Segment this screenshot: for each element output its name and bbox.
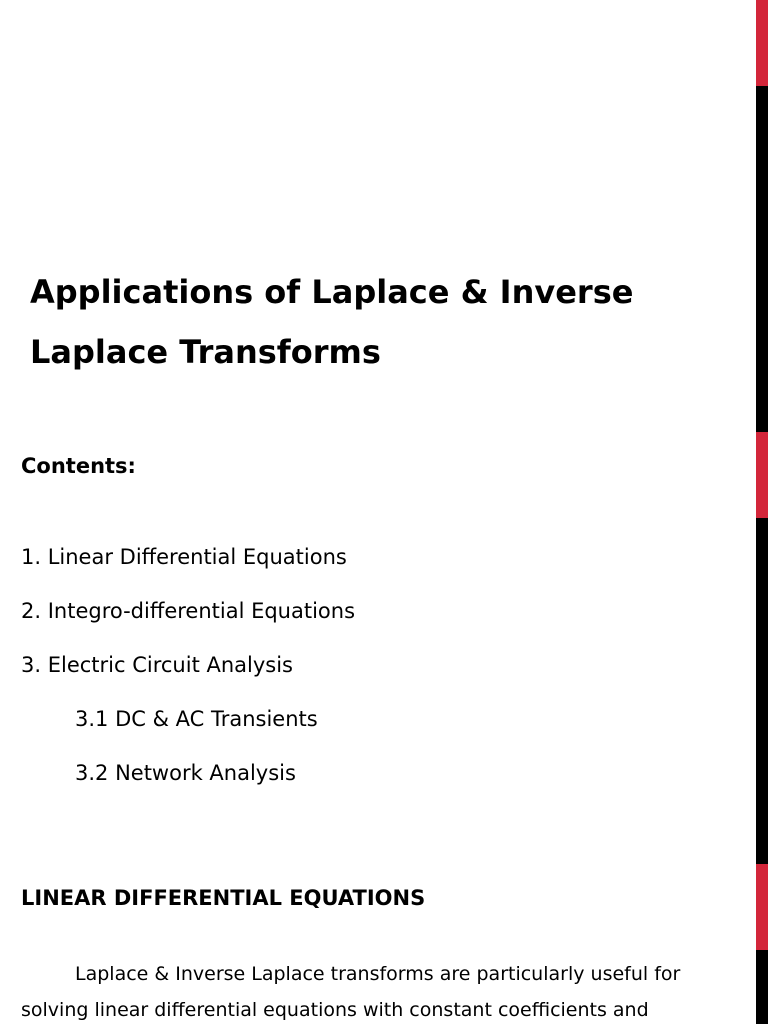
toc-item-integro-differential-equations: 2. Integro-differential Equations [21,599,356,623]
toc-item-electric-circuit-analysis: 3. Electric Circuit Analysis [21,653,293,677]
page-title [30,262,730,382]
toc-subitem-network-analysis: 3.2 Network Analysis [75,761,296,785]
side-bar-red-segment [756,432,768,518]
table-of-contents [21,543,721,813]
body-paragraph: Laplace & Inverse Laplace transforms are particularly useful for solving linear differential equations with constant coefficients and [21,963,681,1021]
title-line-2: Laplace Transforms [30,333,381,371]
toc-item-linear-differential-equations: 1. Linear Differential Equations [21,545,347,569]
section-heading: LINEAR DIFFERENTIAL EQUATIONS [21,886,426,910]
side-bar-red-segment [756,864,768,950]
contents-heading: Contents: [21,454,136,478]
decorative-side-bar [756,0,768,1024]
side-bar-red-segment [756,0,768,86]
title-line-1: Applications of Laplace & Inverse [30,273,634,311]
toc-subitem-dc-ac-transients: 3.1 DC & AC Transients [75,707,318,731]
